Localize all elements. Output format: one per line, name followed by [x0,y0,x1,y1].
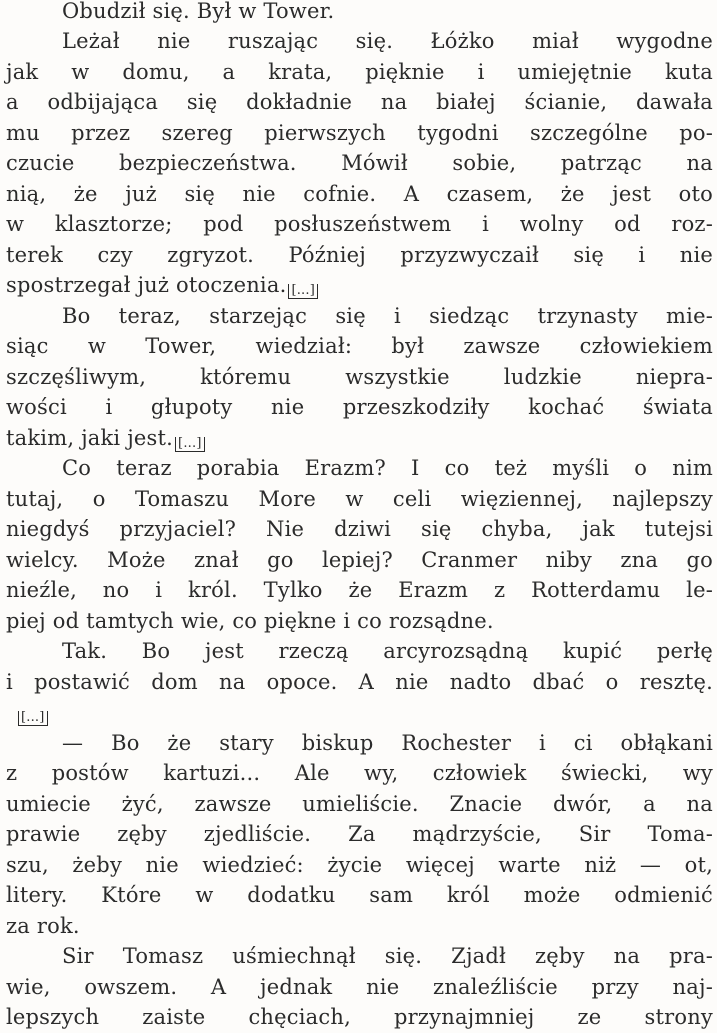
text-line: Co teraz porabia Erazm? I co też myśli o nim [62,456,713,480]
text-line: w klasztorze; pod posłuszeństwem i wolny od roz- [6,212,713,236]
text-line: a odbijająca się dokładnie na białej ścianie, dawała [6,90,713,114]
text-line: Bo teraz, starzejąc się i siedząc trzynasty mie- [62,303,713,328]
omission-mark: [...] [288,284,318,299]
text-line: za rok. [6,913,80,938]
text-line: czucie bezpieczeństwa. Mówił sobie, patrząc na [6,151,713,175]
text-line: Leżał nie ruszając się. Łóżko miał wygodne [62,29,713,53]
text-line: siąc w Tower, wiedział: był zawsze człowiekiem [6,334,713,358]
text-line: Tak. Bo jest rzeczą arcyrozsądną kupić perłę [62,639,713,663]
text-line: szu, żeby nie wiedzieć: życie więcej warte niż — ot, [6,852,713,877]
text-line: i postawić dom na opoce. A nie nadto dbać o resztę. [6,669,713,694]
text-line [6,423,713,454]
text-segment: spostrzegał już otoczenia. [6,273,287,297]
text-line: nieźle, no i król. Tylko że Erazm z Rotterdamu le- [6,578,713,602]
text-line: niegdyś przyjaciel? Nie dziwi się chyba, jak tutejsi [6,517,713,541]
text-line: tutaj, o Tomaszu More w celi więziennej, najlepszy [6,486,713,511]
text-line [6,270,713,301]
omission-mark: [...] [18,711,48,726]
text-line: z postów kartuzi... Ale wy, człowiek świecki, wy [6,761,713,785]
text-line: wielcy. Może znał go lepiej? Cranmer niby zna go [6,547,713,572]
text-line: mu przez szereg pierwszych tygodni szczególne po- [6,120,713,145]
text-line: lepszych zaiste chęciach, przynajmniej ze strony [6,1005,713,1029]
text-segment: takim, jaki jest. [6,425,174,450]
text-line: umiecie żyć, zawsze umieliście. Znacie dwór, a na [6,791,713,816]
text-line: szczęśliwym, któremu wszystkie ludzkie niepra- [6,364,713,389]
text-line: Obudził się. Był w Tower. [62,0,335,23]
text-line: piej od tamtych wie, co piękne i co rozsądne. [6,608,494,633]
text-line: wości i głupoty nie przeszkodziły kochać świata [6,395,713,419]
text-line: Sir Tomasz uśmiechnął się. Zjadł zęby na pra- [62,944,713,968]
omission-mark: [...] [175,437,205,452]
text-line: terek czy zgryzot. Później przyzwyczaił się i nie [6,242,713,267]
text-line [6,697,713,728]
text-line: wie, owszem. A jednak nie znaleźliście przy naj- [6,974,713,999]
text-line: — Bo że stary biskup Rochester i ci obłąkani [62,730,713,755]
text-line: nią, że już się nie cofnie. A czasem, że jest oto [6,181,713,206]
text-line: prawie zęby zjedliście. Za mądrzyście, Sir Toma- [6,822,713,846]
text-line: jak w domu, a krata, pięknie i umiejętnie kuta [6,59,713,84]
text-line: litery. Które w dodatku sam król może odmienić [6,883,713,907]
